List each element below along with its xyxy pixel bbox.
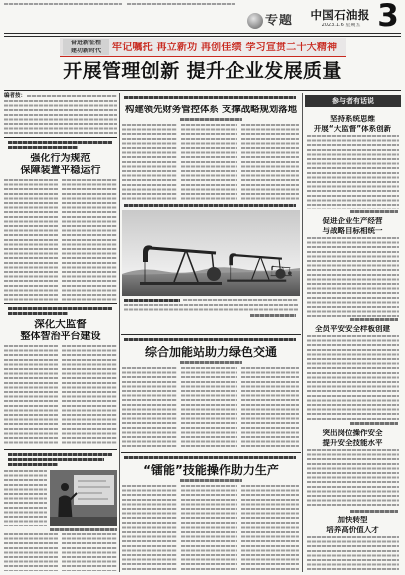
sidebar-item-source xyxy=(350,422,398,425)
article-body xyxy=(62,533,117,571)
sidebar-item-title: 加快转型 xyxy=(337,516,368,524)
sidebar-item-body xyxy=(307,135,399,209)
newspaper-logo: 中国石油报 xyxy=(310,9,370,22)
masthead-editor-line xyxy=(4,3,122,6)
award-label xyxy=(124,96,296,99)
sidebar-item-title: 促进企业生产经营 xyxy=(322,217,383,225)
issue-date: 2023.1.6 星期五 xyxy=(321,23,361,28)
editor-note-text xyxy=(27,95,117,98)
article-title: “镭能”技能操作助力生产 xyxy=(143,464,279,477)
article-title: 综合加能站助力绿色交通 xyxy=(144,346,277,359)
sidebar-item-title: 开展“大监督”体系创新 xyxy=(313,125,392,133)
article-byline xyxy=(180,118,242,121)
photo-caption-lead xyxy=(124,299,180,302)
globe-emblem-icon xyxy=(247,13,263,29)
section-rule xyxy=(4,137,117,138)
oilfield-photo xyxy=(122,210,300,296)
award-label xyxy=(124,338,296,341)
article-byline xyxy=(180,479,242,482)
article-body xyxy=(181,124,237,200)
article-title: 整体智治平台建设 xyxy=(20,331,101,342)
section-rule xyxy=(121,334,301,335)
presentation-screen xyxy=(74,475,114,505)
photo-caption xyxy=(50,528,117,531)
article-body xyxy=(181,485,237,571)
article-body xyxy=(4,470,47,526)
photo-caption xyxy=(124,304,298,312)
section-rule xyxy=(4,303,117,304)
article-body xyxy=(122,367,177,449)
article-title: 构建领先财务管控体系 支撑战略规划落地 xyxy=(124,105,297,115)
article-body xyxy=(4,533,58,571)
column-divider xyxy=(119,93,120,572)
section-rule xyxy=(4,449,117,450)
article-body xyxy=(62,345,117,446)
column-divider xyxy=(302,93,303,572)
section-title: 专题 xyxy=(265,14,294,28)
article-body xyxy=(4,345,58,446)
sidebar-item-source xyxy=(350,510,398,513)
award-label xyxy=(8,307,112,310)
banner-badge-line: 建功新时代 xyxy=(70,47,101,54)
editor-note-text xyxy=(4,100,117,134)
award-label xyxy=(8,312,68,315)
banner-slogan: 牢记嘱托 再立新功 再创佳绩 学习宣贯二十大精神 xyxy=(112,42,338,53)
section-rule xyxy=(121,452,301,453)
award-label xyxy=(124,204,296,207)
article-title: 保障装置平稳运行 xyxy=(20,165,101,176)
article-body xyxy=(122,124,177,200)
page-headline: 开展管理创新 提升企业发展质量 xyxy=(63,61,342,82)
award-label xyxy=(8,463,58,466)
desk xyxy=(50,517,117,526)
photo-caption xyxy=(183,299,298,302)
sidebar-item-body xyxy=(307,536,399,571)
sidebar-item-source xyxy=(350,318,398,321)
headline-rule xyxy=(4,90,401,91)
sidebar-item-title: 突出岗位操作安全 xyxy=(322,429,383,437)
masthead-rule-thin xyxy=(4,36,401,37)
sidebar-item-title: 提升安全技能水平 xyxy=(322,439,383,447)
sidebar-item-title: 全员平安安全样板创建 xyxy=(315,325,390,333)
article-body xyxy=(62,179,117,301)
page-number: 3 xyxy=(377,1,399,32)
award-label xyxy=(8,458,104,461)
banner-badge-line: 奋进新征程 xyxy=(70,40,101,46)
sidebar-item-body xyxy=(307,237,399,317)
sidebar-header: 参与者有话说 xyxy=(305,95,401,107)
article-body xyxy=(181,367,237,449)
award-label xyxy=(8,146,78,149)
sidebar-item-body xyxy=(307,335,399,421)
article-body xyxy=(4,179,58,301)
sidebar-item-title: 与战略目标相统一 xyxy=(322,227,383,235)
sidebar-item-title: 培养高价值人才 xyxy=(326,526,379,534)
masthead-contact-line xyxy=(127,3,235,6)
sidebar-item-body xyxy=(307,449,399,509)
article-byline xyxy=(180,361,242,364)
article-body xyxy=(241,124,299,200)
editor-note-lead: 编者按： xyxy=(4,93,27,99)
article-title: 深化大监督 xyxy=(34,319,87,330)
article-body xyxy=(241,367,299,449)
sidebar-item-source xyxy=(350,210,398,213)
article-body xyxy=(241,485,299,571)
award-label xyxy=(8,141,112,144)
award-label xyxy=(124,456,296,459)
photo-credit xyxy=(250,314,296,317)
article-title: 强化行为规范 xyxy=(30,153,91,164)
article-body xyxy=(122,485,177,571)
masthead-rule xyxy=(4,33,401,34)
training-photo xyxy=(50,470,117,526)
sidebar-item-title: 坚持系统思维 xyxy=(330,115,375,123)
award-label xyxy=(8,453,112,456)
